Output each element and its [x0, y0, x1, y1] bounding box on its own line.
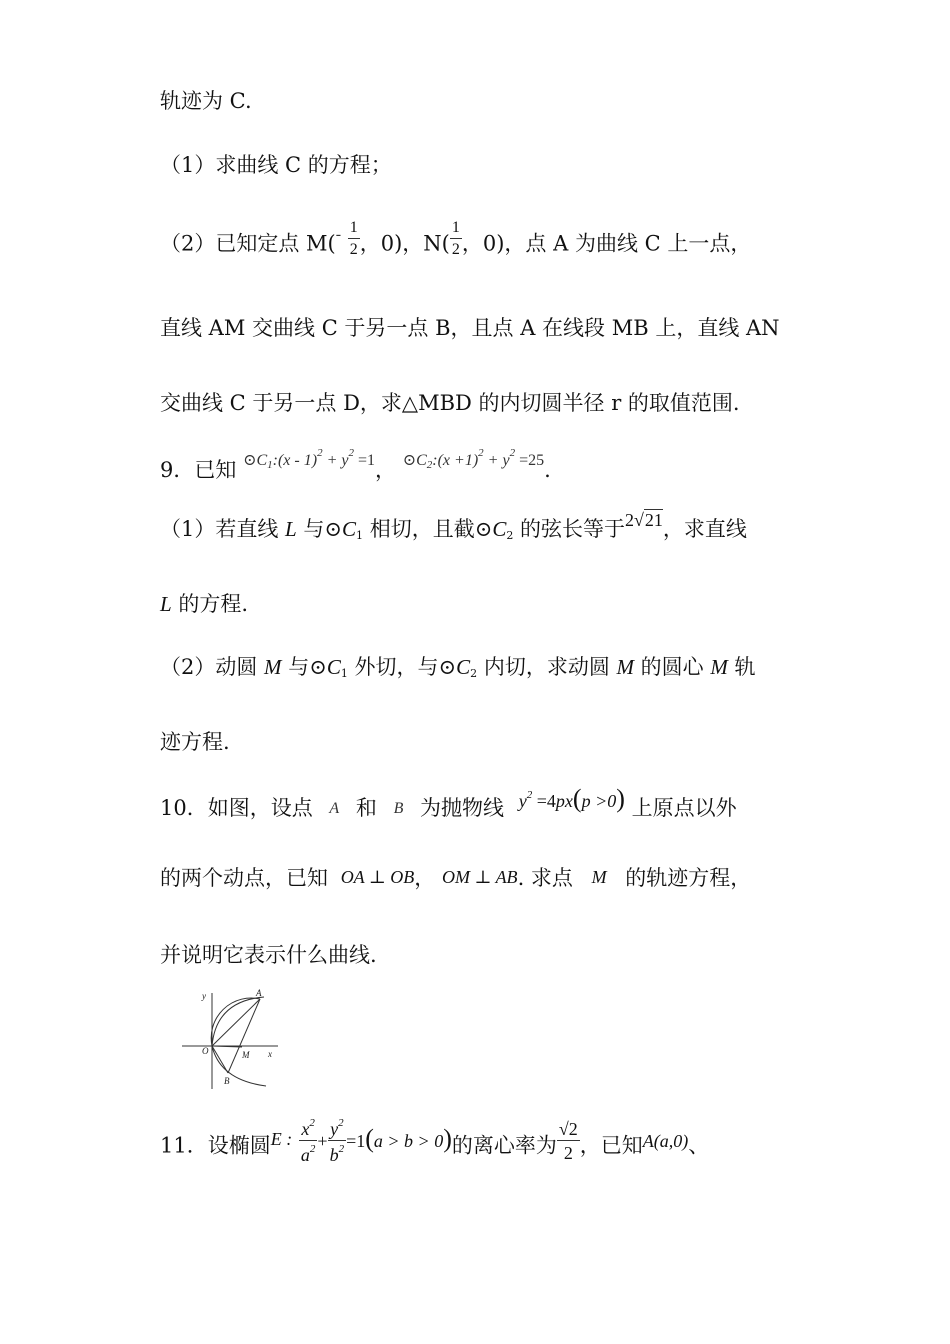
- ellipse-e: E :: [270, 1128, 293, 1149]
- frac-den: 2: [451, 241, 460, 258]
- label-x: x: [268, 1049, 272, 1059]
- eq: =1: [346, 1130, 366, 1151]
- var-y: y: [518, 791, 527, 811]
- q9-part1-cont: [160, 589, 248, 619]
- c2-eq: :(x +1): [432, 452, 479, 469]
- segment-ob: [212, 1046, 228, 1073]
- chord-length: [625, 510, 663, 530]
- point-a: A: [642, 1130, 654, 1151]
- sq: 2: [478, 447, 484, 459]
- sq: 2: [317, 447, 323, 459]
- var-m: M: [710, 655, 728, 679]
- q9-part2: [160, 652, 756, 689]
- var-m: M: [591, 867, 607, 887]
- q9-part2-cont: 迹方程.: [160, 730, 230, 754]
- c1-equation: [243, 447, 375, 471]
- neg-sign: -: [335, 225, 342, 243]
- q9-1-c: 相切，且截⊙: [363, 517, 493, 541]
- q9-1-b: 与⊙: [296, 517, 343, 541]
- label-m: M: [242, 1050, 250, 1060]
- c2-end: =25: [515, 452, 545, 469]
- var-c2: C: [456, 655, 471, 679]
- q9-2-f: 轨: [727, 655, 756, 679]
- frac-num: √2: [558, 1119, 578, 1139]
- q10-2-d: 的轨迹方程，: [625, 866, 752, 890]
- label-y: y: [202, 991, 206, 1001]
- label-a: A: [256, 988, 262, 998]
- q10-line3: 并说明它表示什么曲线.: [160, 943, 377, 967]
- q9-2-c: 外切，与⊙: [347, 655, 457, 679]
- sq: 2: [526, 789, 533, 801]
- rparen: ): [443, 1123, 452, 1153]
- var-m: M: [264, 655, 282, 679]
- sq: 2: [309, 1117, 315, 1129]
- var-l: L: [160, 592, 172, 616]
- var-c1: C: [342, 517, 357, 541]
- q8-part2-mid: ，0)，N(: [359, 231, 450, 256]
- q9-1-a: （1）若直线: [160, 517, 286, 541]
- q9-sep: ，: [375, 458, 396, 482]
- lparen: (: [365, 1123, 374, 1153]
- text-line-1: 轨迹为 C.: [160, 89, 252, 113]
- c1-end: =1: [353, 452, 375, 469]
- parabola-equation: [518, 784, 625, 813]
- q8-part2-lead: （2）已知定点 M(: [160, 231, 336, 256]
- q10-d: 上原点以外: [631, 796, 737, 820]
- q11-a: 11．设椭圆: [160, 1133, 271, 1158]
- q8-line4: 交曲线 C 于另一点 D，求△MBD 的内切圆半径 r 的取值范围.: [160, 391, 740, 415]
- q9-part1: [160, 510, 747, 551]
- q9-1-d: 的弦长等于: [513, 517, 626, 541]
- c2-rest: + y: [483, 452, 510, 469]
- var-y: y: [330, 1119, 339, 1139]
- c1-rest: + y: [322, 452, 349, 469]
- label-b: B: [224, 1076, 230, 1086]
- q10-b: 和: [355, 796, 377, 820]
- px: px: [555, 791, 573, 811]
- oa-perp-ob: OA ⊥ OB: [340, 867, 415, 887]
- point-b: B: [393, 800, 404, 817]
- label-o: O: [202, 1046, 209, 1056]
- q10-2-c: . 求点: [517, 866, 573, 890]
- sq: 2: [309, 1143, 316, 1155]
- q8-line3: 直线 AM 交曲线 C 于另一点 B，且点 A 在线段 MB 上，直线 AN: [160, 316, 780, 340]
- sub-1: 1: [340, 667, 348, 680]
- q10-a: 10．如图，设点: [160, 796, 313, 820]
- om-perp-ab: OM ⊥ AB: [441, 867, 518, 887]
- parabola-figure: [180, 985, 290, 1095]
- q10-2-a: 的两个动点，已知: [160, 866, 328, 890]
- q11-c: ，已知: [579, 1133, 643, 1158]
- frac-x2-a2: [299, 1118, 318, 1164]
- sub-1: 1: [356, 529, 364, 542]
- frac-y2-b2: [328, 1118, 347, 1164]
- coef: 2: [625, 510, 635, 530]
- sq: 2: [338, 1117, 344, 1129]
- q9-1b-rest: 的方程.: [171, 592, 249, 616]
- plus: +: [317, 1130, 328, 1151]
- parabola-lower: [212, 1046, 266, 1086]
- c2-symbol: ⊙C: [402, 452, 427, 469]
- q9-label: 9．已知: [160, 458, 237, 482]
- frac-num: 1: [450, 220, 462, 239]
- q9-2-b: 与⊙: [281, 655, 327, 679]
- q11-d: 、: [688, 1133, 710, 1158]
- rparen: ): [616, 784, 625, 813]
- q11-b: 的离心率为: [451, 1133, 557, 1158]
- var-l: L: [285, 517, 297, 541]
- segment-ab: [228, 999, 260, 1073]
- c2-sub: 2: [426, 459, 433, 471]
- radicand: 21: [644, 510, 663, 530]
- sub-2: 2: [470, 667, 478, 680]
- q10-line2: [160, 863, 751, 894]
- sq: 2: [348, 447, 354, 459]
- var-a: a: [300, 1145, 310, 1165]
- frac-sqrt2-2: [557, 1120, 580, 1162]
- q8-part1: （1）求曲线 C 的方程；: [160, 153, 392, 177]
- fraction-n: [450, 220, 462, 258]
- q9-2-e: 的圆心: [634, 655, 711, 679]
- q8-part2-end: ，0)，点 A 为曲线 C 上一点，: [461, 231, 752, 256]
- fraction-m: [348, 220, 360, 258]
- var-c2: C: [492, 517, 507, 541]
- eq: =4: [532, 791, 556, 811]
- q9-2-d: 内切，求动圆: [477, 655, 617, 679]
- q9-2-a: （2）动圆: [160, 655, 265, 679]
- q11-stem: [160, 1117, 710, 1170]
- c1-eq: :(x - 1): [272, 452, 318, 469]
- frac-num: 1: [348, 220, 360, 239]
- c1-sub: 1: [267, 459, 273, 471]
- var-b: b: [329, 1145, 339, 1165]
- segment-oa: [212, 999, 260, 1046]
- frac-den: 2: [349, 241, 358, 258]
- radical-sign: √: [634, 510, 644, 530]
- c2-equation: [402, 447, 545, 471]
- var-x: x: [301, 1119, 310, 1139]
- sq: 2: [509, 447, 516, 459]
- cond: p >0: [581, 791, 617, 811]
- q10-stem: [160, 784, 737, 826]
- var-c1: C: [326, 655, 341, 679]
- sub-2: 2: [506, 529, 514, 542]
- q10-2-b: ，: [414, 866, 436, 890]
- q9-end: .: [544, 458, 551, 482]
- sq: 2: [338, 1143, 345, 1155]
- c1-symbol: ⊙C: [243, 452, 268, 469]
- q10-c: 为抛物线: [420, 796, 505, 820]
- frac-den: 2: [563, 1143, 573, 1163]
- q9-1-e: ，求直线: [662, 517, 747, 541]
- q9-stem: [160, 447, 551, 492]
- var-m: M: [616, 655, 634, 679]
- lparen: (: [572, 784, 582, 813]
- point-a: A: [329, 800, 340, 817]
- q8-part2: [160, 219, 752, 264]
- cond: a > b > 0: [373, 1130, 444, 1151]
- point-a-coord: (a,0): [653, 1130, 689, 1151]
- figure-svg: [180, 985, 290, 1090]
